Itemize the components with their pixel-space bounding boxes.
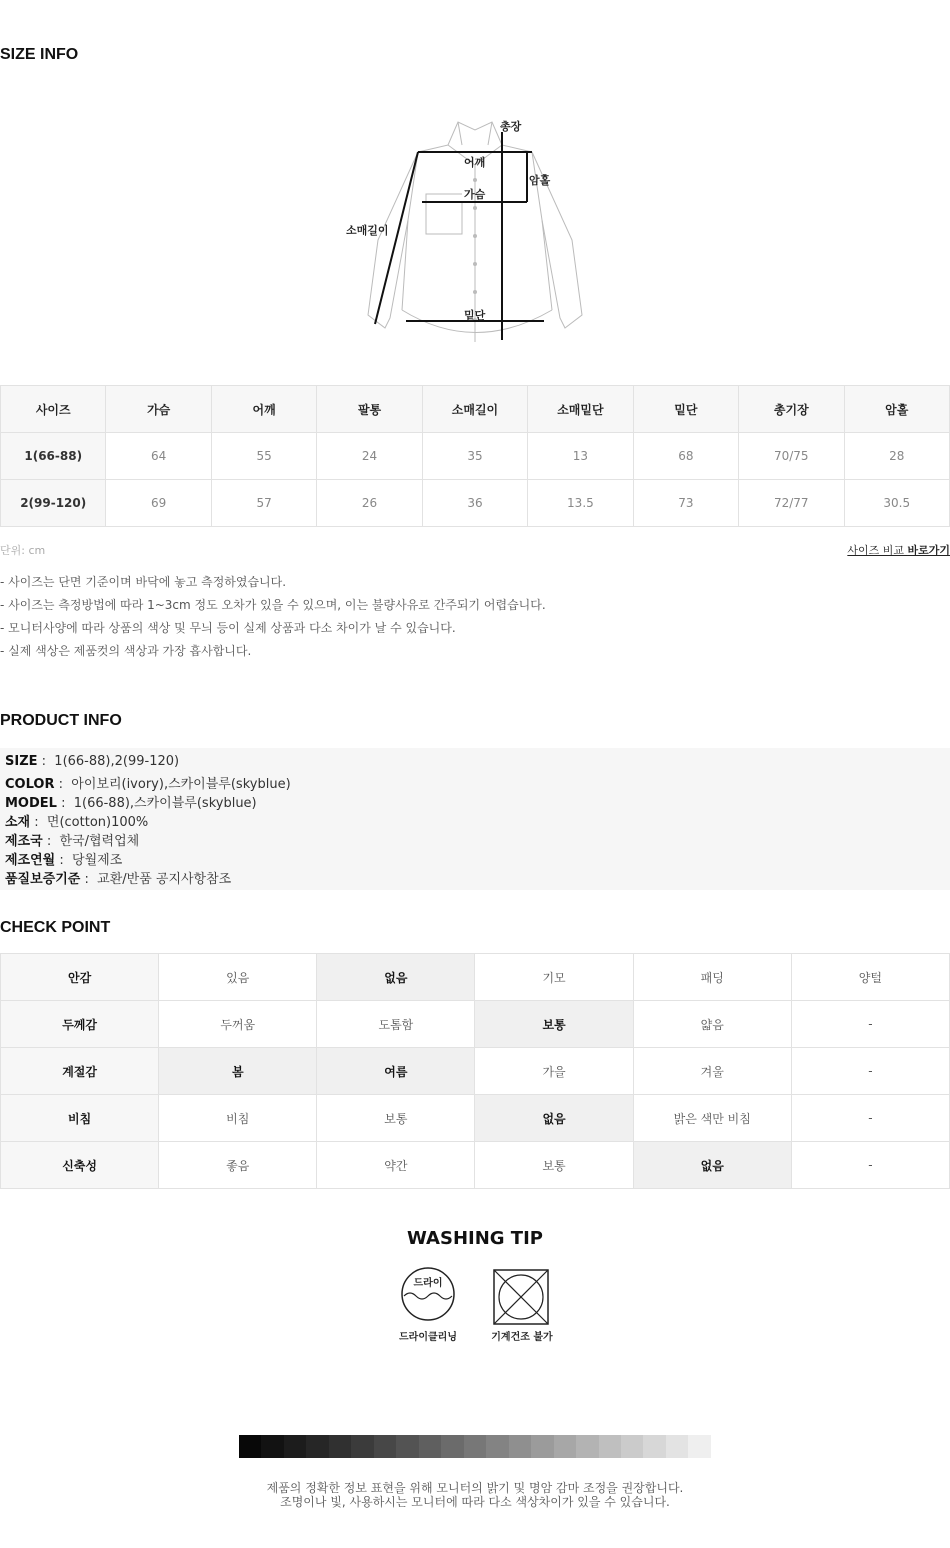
check-option: 도톰함 <box>317 1001 475 1048</box>
wash-item-label: 기계건조 불가 <box>491 1332 553 1343</box>
no-tumble-dry-icon <box>492 1266 552 1326</box>
diagram-label-chest: 가슴 <box>464 188 486 201</box>
table-row <box>1 1095 950 1142</box>
gray-swatch <box>239 1435 261 1458</box>
size-cell: 64 <box>106 433 211 480</box>
gray-swatch <box>531 1435 553 1458</box>
check-row-label: 두께감 <box>1 1001 159 1048</box>
product-info-row: 제조연월 : 당월제조 <box>5 853 123 868</box>
size-compare-link[interactable] <box>847 542 950 558</box>
wash-item-dry-clean <box>390 1266 466 1343</box>
check-option: 없음 <box>475 1095 633 1142</box>
gray-swatch <box>351 1435 373 1458</box>
size-col-header: 암홀 <box>844 386 950 433</box>
check-option: 없음 <box>317 954 475 1001</box>
diagram-label-shoulder: 어깨 <box>464 156 486 169</box>
product-info-value: 1(66-88),스카이블루(skyblue) <box>73 796 257 811</box>
gray-swatch <box>441 1435 463 1458</box>
check-option: 여름 <box>317 1048 475 1095</box>
check-point-title: CHECK POINT <box>0 919 111 936</box>
size-cell: 24 <box>317 433 422 480</box>
product-info-value: 교환/반품 공지사항참조 <box>97 872 232 887</box>
check-option: 겨울 <box>633 1048 791 1095</box>
check-option: 밝은 색만 비침 <box>633 1095 791 1142</box>
diagram-label-hem: 밑단 <box>464 309 486 322</box>
diagram-label-sleeve-length: 소매길이 <box>346 224 389 237</box>
gray-swatch <box>464 1435 486 1458</box>
size-col-header: 총기장 <box>739 386 844 433</box>
product-info-label: 품질보증기준 <box>5 872 81 887</box>
gray-swatch <box>688 1435 710 1458</box>
check-option: 보통 <box>475 1001 633 1048</box>
check-option: 있음 <box>159 954 317 1001</box>
check-option: 패딩 <box>633 954 791 1001</box>
product-info-label: SIZE <box>5 754 38 769</box>
size-cell: 13.5 <box>528 480 633 527</box>
gray-swatch <box>261 1435 283 1458</box>
disclaimer-line: 제품의 정확한 정보 표현을 위해 모니터의 밝기 및 명암 감마 조정을 권장합니다. <box>266 1481 684 1495</box>
size-cell: 36 <box>422 480 527 527</box>
table-row <box>1 1142 950 1189</box>
check-option: 보통 <box>317 1095 475 1142</box>
gray-swatch <box>666 1435 688 1458</box>
gray-swatch <box>554 1435 576 1458</box>
check-point-table <box>0 953 950 1189</box>
size-col-header: 사이즈 <box>1 386 106 433</box>
check-option: 비침 <box>159 1095 317 1142</box>
wash-item-no-tumble-dry <box>484 1266 560 1343</box>
check-option: 약간 <box>317 1142 475 1189</box>
product-info-label: 소재 <box>5 815 31 830</box>
gray-swatch <box>643 1435 665 1458</box>
product-info-box <box>0 748 950 890</box>
size-cell: 73 <box>633 480 738 527</box>
product-info-value: 당월제조 <box>72 853 123 868</box>
size-cell: 55 <box>211 433 316 480</box>
size-cell: 69 <box>106 480 211 527</box>
size-info-title: SIZE INFO <box>0 46 79 63</box>
check-row-label: 비침 <box>1 1095 159 1142</box>
check-row-label: 계절감 <box>1 1048 159 1095</box>
diagram-label-armhole: 암홀 <box>529 174 551 187</box>
check-option: - <box>791 1001 949 1048</box>
list-item: - 사이즈는 측정방법에 따라 1~3cm 정도 오차가 있을 수 있으며, 이는 불량사유로 간주되기 어렵습니다. <box>0 598 546 612</box>
shirt-size-diagram <box>330 110 620 350</box>
table-row <box>1 954 950 1001</box>
size-col-header: 소매길이 <box>422 386 527 433</box>
size-col-header: 소매밑단 <box>528 386 633 433</box>
gray-swatch <box>621 1435 643 1458</box>
product-info-label: 제조국 <box>5 834 43 849</box>
wash-item-label: 드라이클리닝 <box>399 1332 457 1343</box>
table-row <box>1 1048 950 1095</box>
size-col-header: 가슴 <box>106 386 211 433</box>
check-option: - <box>791 1048 949 1095</box>
size-cell: 57 <box>211 480 316 527</box>
check-option: 좋음 <box>159 1142 317 1189</box>
product-info-value: 1(66-88),2(99-120) <box>54 754 180 769</box>
gray-swatch <box>509 1435 531 1458</box>
check-option: 가을 <box>475 1048 633 1095</box>
table-row <box>1 480 950 527</box>
gray-swatch <box>306 1435 328 1458</box>
list-item: - 실제 색상은 제품컷의 색상과 가장 흡사합니다. <box>0 644 252 658</box>
gray-swatch <box>284 1435 306 1458</box>
disclaimer-line: 조명이나 빛, 사용하시는 모니터에 따라 다소 색상차이가 있을 수 있습니다. <box>280 1495 670 1509</box>
list-item: - 모니터사양에 따라 상품의 색상 및 무늬 등이 실제 상품과 다소 차이가 날 수 있습니다. <box>0 621 456 635</box>
product-info-title: PRODUCT INFO <box>0 712 122 729</box>
check-option: 보통 <box>475 1142 633 1189</box>
check-option: 기모 <box>475 954 633 1001</box>
gray-swatch <box>599 1435 621 1458</box>
size-col-header: 어깨 <box>211 386 316 433</box>
size-cell: 30.5 <box>844 480 950 527</box>
product-info-row: 제조국 : 한국/협력업체 <box>5 834 140 849</box>
product-info-label: COLOR <box>5 777 55 792</box>
check-option: 두꺼움 <box>159 1001 317 1048</box>
unit-label: 단위: cm <box>0 544 46 557</box>
check-option: - <box>791 1095 949 1142</box>
size-cell: 70/75 <box>739 433 844 480</box>
product-info-row: COLOR : 아이보리(ivory),스카이블루(skyblue) <box>5 777 291 792</box>
product-info-row: 품질보증기준 : 교환/반품 공지사항참조 <box>5 872 232 887</box>
size-compare-go: 바로가기 <box>907 544 950 557</box>
gray-swatch <box>374 1435 396 1458</box>
gray-swatch <box>419 1435 441 1458</box>
size-notes <box>0 574 546 666</box>
check-row-label: 안감 <box>1 954 159 1001</box>
product-info-row: SIZE : 1(66-88),2(99-120) <box>5 754 180 769</box>
size-cell: 68 <box>633 433 738 480</box>
product-info-label: 제조연월 <box>5 853 56 868</box>
product-info-label: MODEL <box>5 796 57 811</box>
gray-swatch <box>396 1435 418 1458</box>
grayscale-calibration-bar <box>239 1435 711 1458</box>
product-info-row: MODEL : 1(66-88),스카이블루(skyblue) <box>5 796 257 811</box>
size-cell: 13 <box>528 433 633 480</box>
size-table <box>0 385 950 527</box>
diagram-label-total-length: 총장 <box>500 120 522 133</box>
size-table-header-row <box>1 386 950 433</box>
gray-swatch <box>486 1435 508 1458</box>
gray-swatch <box>576 1435 598 1458</box>
gray-swatch <box>329 1435 351 1458</box>
product-info-value: 한국/협력업체 <box>59 834 140 849</box>
check-option: 양털 <box>791 954 949 1001</box>
dry-clean-icon-text: 드라이 <box>413 1278 443 1289</box>
size-row-label: 2(99-120) <box>1 480 106 527</box>
washing-tip-title: WASHING TIP <box>407 1228 543 1249</box>
size-cell: 72/77 <box>739 480 844 527</box>
size-cell: 35 <box>422 433 527 480</box>
product-info-row: 소재 : 면(cotton)100% <box>5 815 149 830</box>
size-cell: 26 <box>317 480 422 527</box>
product-info-value: 아이보리(ivory),스카이블루(skyblue) <box>71 777 291 792</box>
size-col-header: 밑단 <box>633 386 738 433</box>
check-option: 봄 <box>159 1048 317 1095</box>
table-row <box>1 433 950 480</box>
size-cell: 28 <box>844 433 950 480</box>
check-option: 얇음 <box>633 1001 791 1048</box>
table-row <box>1 1001 950 1048</box>
check-option: 없음 <box>633 1142 791 1189</box>
check-row-label: 신축성 <box>1 1142 159 1189</box>
product-info-value: 면(cotton)100% <box>46 815 149 830</box>
size-compare-prefix: 사이즈 비교 <box>847 544 904 557</box>
size-row-label: 1(66-88) <box>1 433 106 480</box>
monitor-disclaimer <box>0 1481 950 1509</box>
list-item: - 사이즈는 단면 기준이며 바닥에 놓고 측정하였습니다. <box>0 575 287 589</box>
check-option: - <box>791 1142 949 1189</box>
size-col-header: 팔통 <box>317 386 422 433</box>
